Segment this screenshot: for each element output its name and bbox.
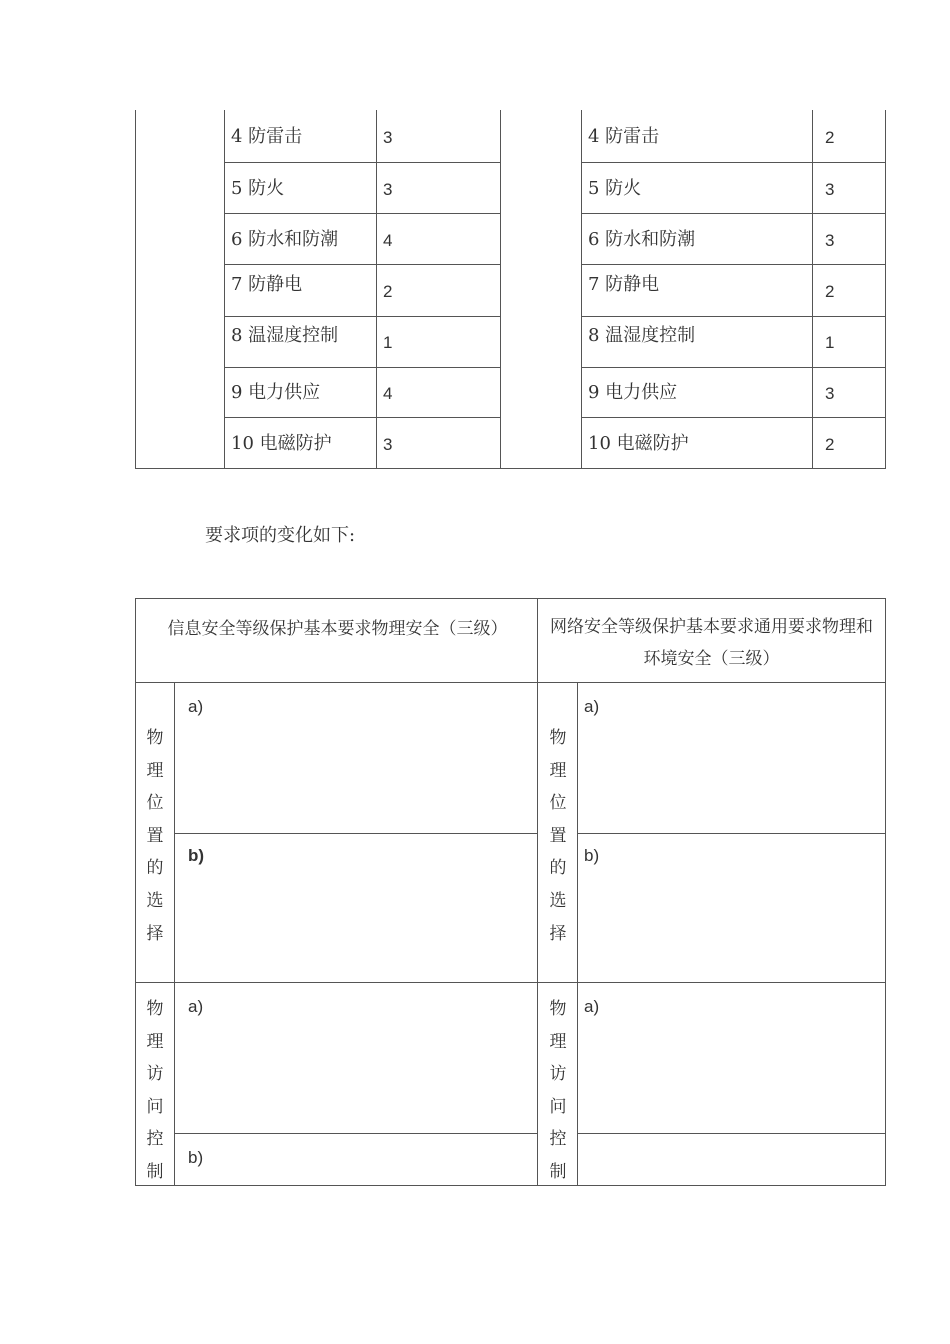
left-level-4: 3: [383, 128, 393, 147]
right-item-6: 6 防水和防潮: [588, 229, 696, 250]
left-level-7: 2: [383, 282, 393, 301]
left-location-a: a): [188, 697, 204, 716]
right-level-4: 2: [825, 128, 835, 147]
right-level-8: 1: [825, 333, 835, 352]
right-level-10: 2: [825, 435, 835, 454]
right-level-7: 2: [825, 282, 835, 301]
left-item-7: 7 防静电: [231, 274, 303, 295]
left-access-a: a): [188, 997, 204, 1016]
left-level-5: 3: [383, 180, 393, 199]
right-item-4: 4 防雷击: [588, 126, 660, 147]
left-level-8: 1: [383, 333, 393, 352]
label-access-control-right: 物 理 访 问 控 制: [549, 999, 567, 1182]
right-item-9: 9 电力供应: [588, 382, 678, 403]
right-level-5: 3: [825, 180, 835, 199]
left-access-b: b): [188, 1148, 204, 1167]
right-item-10: 10 电磁防护: [588, 433, 689, 454]
right-location-b: b): [584, 846, 600, 865]
left-item-10: 10 电磁防护: [231, 433, 332, 454]
right-item-5: 5 防火: [588, 178, 642, 199]
right-location-a: a): [584, 697, 600, 716]
left-level-6: 4: [383, 231, 393, 250]
left-item-6: 6 防水和防潮: [231, 229, 339, 250]
right-level-9: 3: [825, 384, 835, 403]
header-info-security: 信息安全等级保护基本要求物理安全（三级）: [167, 619, 508, 639]
label-access-control-left: 物 理 访 问 控 制: [146, 999, 164, 1182]
header-network-security: 网络安全等级保护基本要求通用要求物理和环境安全（三级）: [550, 617, 873, 669]
right-level-6: 3: [825, 231, 835, 250]
left-item-9: 9 电力供应: [231, 382, 321, 403]
left-level-10: 3: [383, 435, 393, 454]
right-access-a: a): [584, 997, 600, 1016]
right-item-8: 8 温湿度控制: [588, 325, 696, 346]
left-item-5: 5 防火: [231, 178, 285, 199]
label-physical-location-left: 物 理 位 置 的 选 择: [146, 728, 164, 944]
left-item-8: 8 温湿度控制: [231, 325, 339, 346]
left-item-4: 4 防雷击: [231, 126, 303, 147]
right-item-7: 7 防静电: [588, 274, 660, 295]
left-location-b: b): [188, 846, 205, 865]
change-intro-text: 要求项的变化如下:: [205, 525, 356, 546]
label-physical-location-right: 物 理 位 置 的 选 择: [549, 728, 567, 944]
left-level-9: 4: [383, 384, 393, 403]
